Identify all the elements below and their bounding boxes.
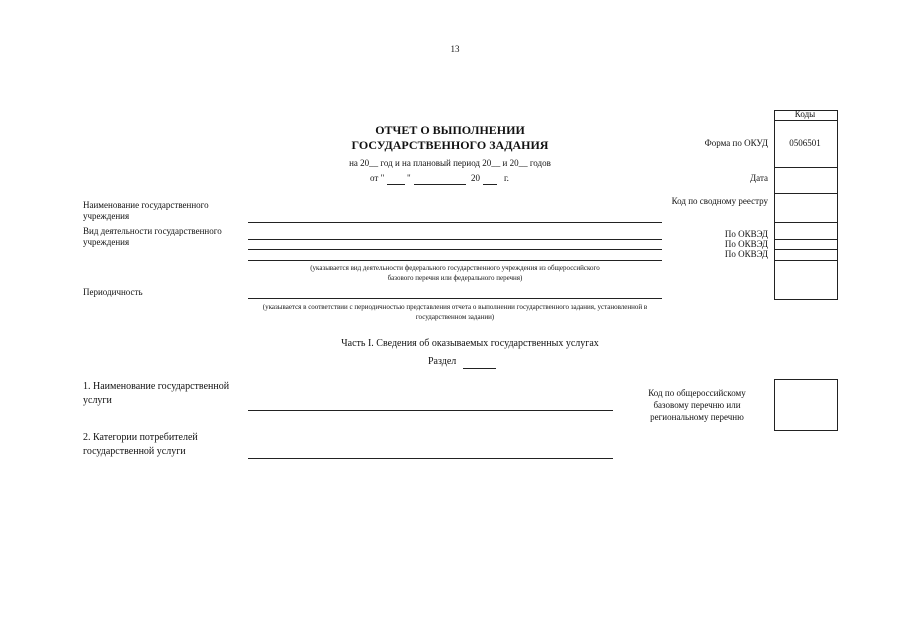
institution-name-line[interactable] xyxy=(248,222,662,223)
consumers-line[interactable] xyxy=(248,458,613,459)
report-period: на 20__ год и на плановый период 20__ и 20__ годов xyxy=(349,158,551,168)
date-day-blank[interactable] xyxy=(387,184,405,185)
base-list-code-box[interactable] xyxy=(774,379,838,431)
okud-code-value: 0506501 xyxy=(789,138,821,148)
report-title-line2: ГОСУДАРСТВЕННОГО ЗАДАНИЯ xyxy=(351,138,549,152)
activity-label: Вид деятельности государственного учреждения xyxy=(83,226,222,247)
activity-line-3[interactable] xyxy=(248,260,662,261)
registry-label: Код по сводному реестру xyxy=(671,196,768,206)
codes-header: Коды xyxy=(794,109,816,119)
periodicity-line[interactable] xyxy=(248,298,662,299)
date-year-blank[interactable] xyxy=(483,184,497,185)
activity-note: (указывается вид деятельности федерального государственного учреждения из общероссийского базового перечня или федерального перечня) xyxy=(310,264,600,282)
okved-label-2: По ОКВЭД xyxy=(724,239,768,249)
base-list-code-label: Код по общероссийскому базовому перечню или региональному перечню xyxy=(648,388,746,422)
okved-label-3: По ОКВЭД xyxy=(724,249,768,259)
date-label: Дата xyxy=(750,173,768,183)
consumers-label: 2. Категории потребителей государственной услуги xyxy=(83,432,198,457)
date-year-prefix: 20 xyxy=(471,173,480,183)
section-label: Раздел xyxy=(428,356,457,367)
activity-line-2[interactable] xyxy=(248,249,662,250)
institution-name-label: Наименование государственного учреждения xyxy=(83,200,209,221)
date-prefix: от " xyxy=(370,173,385,183)
date-quote-close: " xyxy=(407,173,411,183)
page-number: 13 xyxy=(450,44,460,54)
activity-line-1[interactable] xyxy=(248,239,662,240)
service-name-line[interactable] xyxy=(248,410,613,411)
periodicity-note: (указывается в соответствии с периодичностью представления отчета о выполнении государственного задания, установленной в государственном задании) xyxy=(262,303,648,321)
date-month-blank[interactable] xyxy=(414,184,466,185)
periodicity-label: Периодичность xyxy=(83,287,143,297)
report-date xyxy=(370,173,530,187)
service-name-label: 1. Наименование государственной услуги xyxy=(83,381,230,406)
part1-heading: Часть I. Сведения об оказываемых государственных услугах xyxy=(341,338,599,349)
report-title-line1: ОТЧЕТ О ВЫПОЛНЕНИИ xyxy=(375,123,525,137)
okved-label-1: По ОКВЭД xyxy=(724,229,768,239)
date-suffix: г. xyxy=(504,173,509,183)
okud-label: Форма по ОКУД xyxy=(704,138,768,148)
section-number-line[interactable] xyxy=(463,368,496,369)
